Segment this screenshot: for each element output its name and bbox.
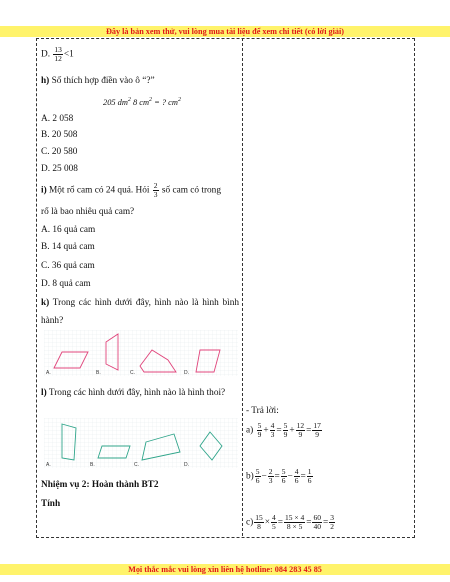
preview-banner: Đây là bản xem thử, vui lòng mua tài liệu để xem chi tiết (có lời giải) xyxy=(0,26,450,37)
denominator: 6 xyxy=(255,476,260,485)
figure-label: D. xyxy=(184,370,189,376)
question-h-equation xyxy=(103,94,181,109)
answer-heading: - Trả lời: xyxy=(246,406,279,416)
denominator: 3 xyxy=(153,190,158,199)
answer-a xyxy=(246,422,323,439)
fraction xyxy=(281,468,287,485)
grid-background xyxy=(44,418,238,468)
operator: = xyxy=(322,517,329,528)
fraction xyxy=(254,514,264,531)
fraction xyxy=(329,514,335,531)
fraction xyxy=(284,514,305,531)
task-subheading: Tính xyxy=(41,499,61,509)
figure-k-shapes xyxy=(44,330,238,376)
numerator: 4 xyxy=(294,467,299,476)
denominator: 9 xyxy=(283,430,288,439)
answer-label: a) xyxy=(246,425,254,436)
operator: + xyxy=(289,425,295,436)
operator: = xyxy=(276,425,282,436)
figure-l-shapes xyxy=(44,418,238,468)
exponent: 2 xyxy=(127,97,131,103)
fraction xyxy=(255,468,261,485)
operator: = xyxy=(306,425,312,436)
comparison: <1 xyxy=(63,49,74,60)
question-text: Một rổ cam có 24 quả. Hỏi xyxy=(49,185,150,196)
operator: − xyxy=(261,471,267,482)
question-l xyxy=(41,384,239,402)
question-text: rổ là bao nhiêu quả cam? xyxy=(41,207,135,217)
hotline-banner: Mọi thắc mắc vui lòng xin liên hệ hotline: 084 283 45 85 xyxy=(0,564,450,575)
operator: = xyxy=(306,517,312,528)
numerator: 15 xyxy=(255,513,263,522)
option: D. 25 008 xyxy=(41,164,78,174)
denominator: 6 xyxy=(281,476,286,485)
numerator: 3 xyxy=(330,513,334,522)
option: B. 20 508 xyxy=(41,130,78,140)
figure-label: D. xyxy=(184,462,189,468)
question-label: k) xyxy=(41,298,50,308)
fraction xyxy=(294,468,300,485)
operator: − xyxy=(287,471,293,482)
question-text: Trong các hình dưới đây, hình nào là hình thoi? xyxy=(48,388,226,398)
task-heading: Nhiệm vụ 2: Hoàn thành BT2 xyxy=(41,480,159,490)
numerator: 1 xyxy=(307,467,312,476)
eq-part: dm xyxy=(117,97,128,107)
operator: = xyxy=(300,471,306,482)
answer-b xyxy=(246,468,314,485)
answer-label: b) xyxy=(246,471,254,482)
exponent: 2 xyxy=(149,97,153,103)
option: A. 2 058 xyxy=(41,114,74,124)
fraction xyxy=(257,422,263,439)
fraction xyxy=(153,182,159,199)
option-label: D. xyxy=(41,49,51,60)
numerator: 17 xyxy=(313,421,321,430)
figure-label: A. xyxy=(46,370,51,376)
numerator: 4 xyxy=(271,513,276,522)
answer-label: c) xyxy=(246,517,254,528)
question-k xyxy=(41,294,239,330)
denominator: 9 xyxy=(257,430,262,439)
fraction xyxy=(53,46,63,63)
figure-label: C. xyxy=(134,462,139,468)
question-i xyxy=(41,182,221,199)
denominator: 9 xyxy=(298,430,303,439)
fraction xyxy=(268,468,274,485)
operator: = xyxy=(274,471,280,482)
denominator: 3 xyxy=(268,476,273,485)
fraction xyxy=(296,422,306,439)
prev-option-d xyxy=(41,46,74,63)
option: D. 8 quả cam xyxy=(41,279,91,289)
eq-part: cm xyxy=(139,97,150,107)
denominator: 3 xyxy=(270,430,275,439)
question-text: Số thích hợp điền vào ô “?” xyxy=(51,76,155,86)
denominator: 8 xyxy=(257,522,261,531)
exponent: 2 xyxy=(177,97,181,103)
numerator: 5 xyxy=(283,421,288,430)
question-label: i) xyxy=(41,185,47,196)
option: C. 36 quả cam xyxy=(41,261,95,271)
question-text: số cam có trong xyxy=(161,185,221,196)
denominator: 5 xyxy=(271,522,276,531)
answer-c xyxy=(246,514,336,531)
figure-label: B. xyxy=(96,370,101,376)
grid-background xyxy=(44,330,238,376)
question-h xyxy=(41,75,155,87)
figure-label: C. xyxy=(130,370,135,376)
denominator: 9 xyxy=(315,430,319,439)
numerator: 4 xyxy=(270,421,275,430)
fraction xyxy=(312,422,322,439)
fraction xyxy=(270,422,276,439)
numerator: 2 xyxy=(268,467,273,476)
numerator: 60 xyxy=(313,513,321,522)
fraction xyxy=(307,468,313,485)
question-label: h) xyxy=(41,76,50,86)
numerator: 13 xyxy=(54,45,62,54)
numerator: 5 xyxy=(281,467,286,476)
eq-part: cm xyxy=(168,97,178,107)
operator: = xyxy=(277,517,283,528)
question-label: l) xyxy=(41,388,47,398)
numerator: 5 xyxy=(255,467,260,476)
eq-part: 8 xyxy=(133,97,138,107)
denominator: 8 × 5 xyxy=(286,522,303,531)
column-divider xyxy=(242,38,243,536)
eq-part: = ? xyxy=(154,97,167,107)
option: C. 20 580 xyxy=(41,147,78,157)
fraction xyxy=(271,514,277,531)
denominator: 6 xyxy=(294,476,299,485)
fraction xyxy=(312,514,322,531)
denominator: 6 xyxy=(307,476,312,485)
operator: × xyxy=(264,517,270,528)
numerator: 12 xyxy=(296,421,305,430)
option: A. 16 quả cam xyxy=(41,225,96,235)
figure-label: A. xyxy=(46,462,51,468)
eq-part: 205 xyxy=(103,97,116,107)
numerator: 5 xyxy=(257,421,262,430)
option: B. 14 quả cam xyxy=(41,242,95,252)
fraction xyxy=(283,422,289,439)
figure-label: B. xyxy=(90,462,95,468)
denominator: 2 xyxy=(330,522,334,531)
operator: + xyxy=(263,425,269,436)
numerator: 2 xyxy=(153,181,158,190)
denominator: 40 xyxy=(313,522,321,531)
denominator: 12 xyxy=(54,54,62,63)
numerator: 15 × 4 xyxy=(284,513,305,522)
question-text: Trong các hình dưới đây, hình nào là hình bình hành? xyxy=(41,298,239,326)
